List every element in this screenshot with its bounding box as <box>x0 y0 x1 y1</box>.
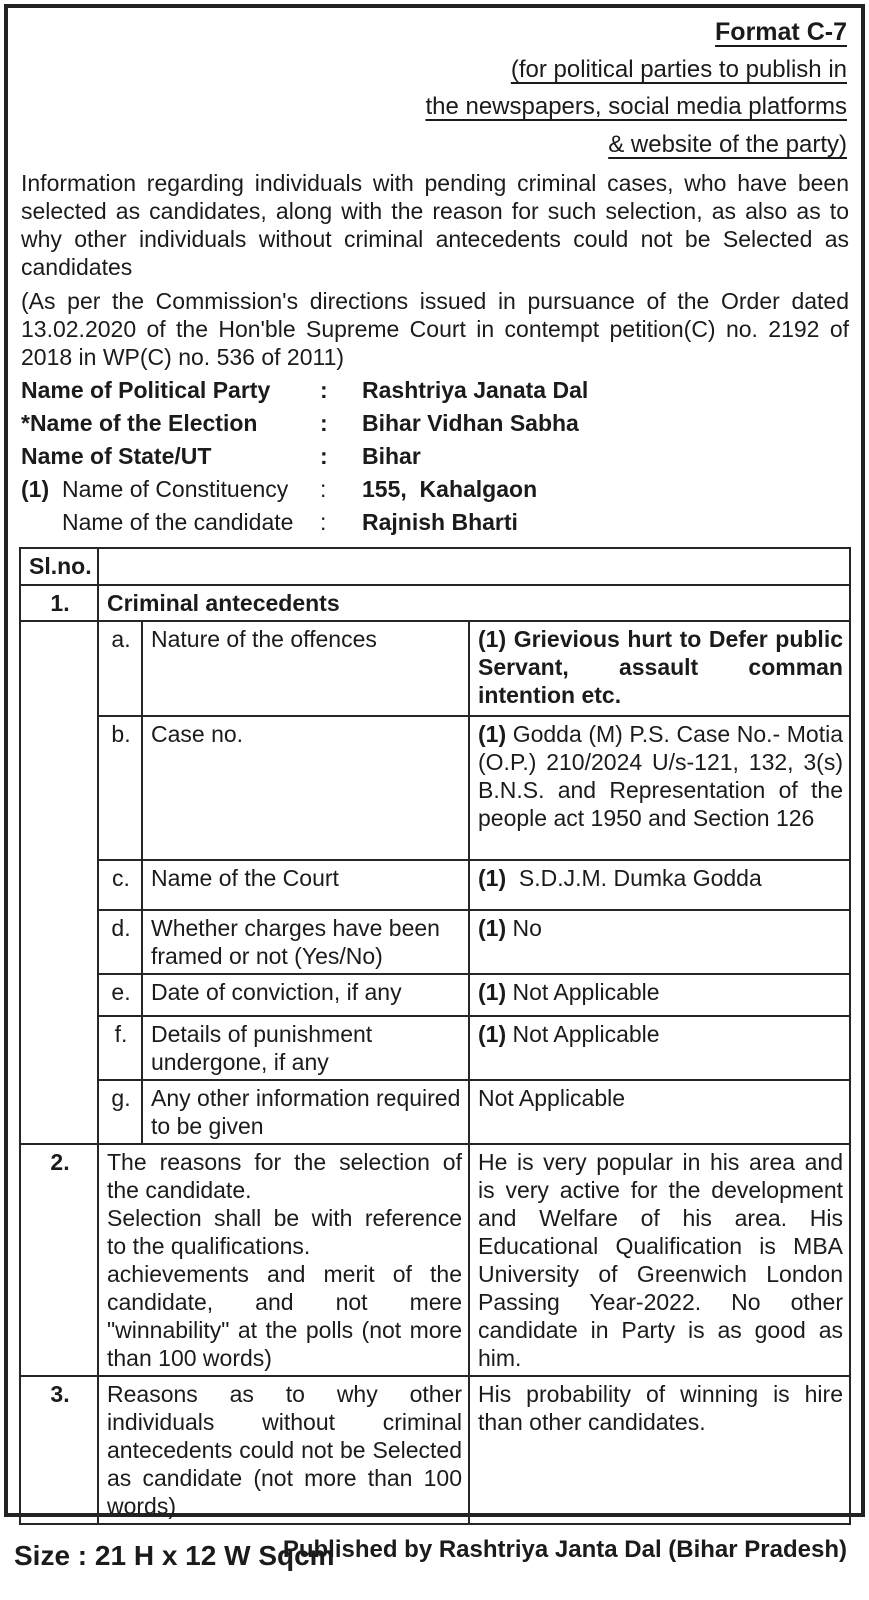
field-colon: : <box>320 476 327 503</box>
row-label: Whether charges have been framed or not (Yes/No) <box>142 910 469 974</box>
value-index: (1) <box>478 865 507 892</box>
value-text: Godda (M) P.S. Case No.- Motia (O.P.) 210/2024 U/s-121, 132, 3(s) B.N.S. and Representation of the people act 1950 and Section 126 <box>478 721 843 832</box>
table-row-f <box>20 1016 850 1080</box>
table-row-a <box>20 621 850 716</box>
published-by: Published by Rashtriya Janta Dal (Bihar Pradesh) <box>282 1536 847 1564</box>
header-subtitle-line-3: & website of the party) <box>608 130 847 158</box>
row-label: Date of conviction, if any <box>142 974 469 1016</box>
value-text: Not Applicable <box>512 979 660 1006</box>
row-number: 1. <box>20 585 98 621</box>
disclosure-table <box>19 547 851 1525</box>
doc-header <box>19 18 849 158</box>
section-title: Criminal antecedents <box>98 585 850 621</box>
row-letter: f. <box>98 1016 142 1080</box>
field-label-text: Name of Constituency <box>62 476 289 503</box>
row-value <box>469 860 850 910</box>
party-fields <box>21 377 849 542</box>
row-label: Case no. <box>142 716 469 860</box>
format-label: Format C-7 <box>715 18 847 46</box>
row-letter: e. <box>98 974 142 1016</box>
field-label <box>21 476 318 503</box>
table-row-b <box>20 716 850 860</box>
field-colon: : <box>320 377 328 404</box>
field-value: Bihar Vidhan Sabha <box>362 410 579 437</box>
order-reference-paragraph: (As per the Commission's directions issued in pursuance of the Order dated 13.02.2020 of the Hon'ble Supreme Court in contempt petition(C) no. 2192 of 2018 in WP(C) no. 536 of 2011) <box>21 288 849 371</box>
field-value: Rajnish Bharti <box>362 509 518 536</box>
table-row-c <box>20 860 850 910</box>
field-value: Bihar <box>362 443 421 470</box>
field-label: Name of Political Party <box>21 377 271 404</box>
field-colon: : <box>320 509 327 536</box>
field-label: Name of State/UT <box>21 443 212 470</box>
header-subtitle-line-2: the newspapers, social media platforms <box>425 93 847 121</box>
field-label: *Name of the Election <box>21 410 258 437</box>
row-number: 2. <box>20 1144 98 1376</box>
table-row-2 <box>20 1144 850 1376</box>
value-text: No <box>512 915 542 942</box>
row-value <box>469 1080 850 1144</box>
row-label: Reasons as to why other individuals without criminal antecedents could not be Selected as candidate (not more than 100 words) <box>98 1376 469 1524</box>
value-text: S.D.J.M. Dumka Godda <box>518 865 762 892</box>
size-note: Size : 21 H x 12 W Sqcm <box>14 1540 335 1571</box>
table-row-3 <box>20 1376 850 1524</box>
field-constituency <box>21 476 849 509</box>
header-subtitle-line-1: (for political parties to publish in <box>510 56 847 83</box>
row-number: 3. <box>20 1376 98 1524</box>
table-row-e <box>20 974 850 1016</box>
field-election-name <box>21 410 849 443</box>
row-value: His probability of winning is hire than other candidates. <box>469 1376 850 1524</box>
row-label: The reasons for the selection of the candidate. Selection shall be with reference to the qualifications. achievements and merit of the candidate, and not mere "winnability" at the polls (not more than 100 words) <box>98 1144 469 1376</box>
intro-paragraph: Information regarding individuals with pending criminal cases, who have been selected as candidates, along with the reason for such selection, as also as to why other individuals without criminal antecedents could not be Selected as candidates <box>21 170 849 281</box>
field-political-party <box>21 377 849 410</box>
field-colon: : <box>320 443 328 470</box>
value-index: (1) <box>478 721 507 748</box>
table-row-d <box>20 910 850 974</box>
row-value <box>469 974 850 1016</box>
row-value <box>469 716 850 860</box>
table-row-header <box>20 548 850 585</box>
row-label: Any other information required to be given <box>142 1080 469 1144</box>
field-value: 155, Kahalgaon <box>362 476 538 503</box>
slno-header-cell: Sl.no. <box>20 548 98 585</box>
row-value: He is very popular in his area and is very active for the development and Welfare of his area. His Educational Qualification is MBA University of Greenwich London Passing Year-2022. No other candidate in Party is as good as him. <box>469 1144 850 1376</box>
value-text: Grievious hurt to Defer public Servant, assault comman intention etc. <box>478 626 843 709</box>
row-letter: b. <box>98 716 142 860</box>
row-label: Name of the Court <box>142 860 469 910</box>
value-text: Not Applicable <box>478 1085 626 1112</box>
row-value <box>469 910 850 974</box>
row-label: Details of punishment undergone, if any <box>142 1016 469 1080</box>
value-index: (1) <box>478 1021 507 1048</box>
slno-span-cell <box>20 621 98 1144</box>
field-candidate-name <box>21 509 849 542</box>
field-state-ut <box>21 443 849 476</box>
value-text: Not Applicable <box>512 1021 660 1048</box>
table-row-section-1 <box>20 585 850 621</box>
row-letter: d. <box>98 910 142 974</box>
row-letter: a. <box>98 621 142 716</box>
field-label: Name of the candidate <box>62 509 294 536</box>
row-label: Nature of the offences <box>142 621 469 716</box>
field-number: (1) <box>21 476 50 503</box>
field-colon: : <box>320 410 328 437</box>
value-index: (1) <box>478 979 507 1006</box>
row-value <box>469 1016 850 1080</box>
row-letter: g. <box>98 1080 142 1144</box>
row-letter: c. <box>98 860 142 910</box>
row-value <box>469 621 850 716</box>
table-row-g <box>20 1080 850 1144</box>
value-index: (1) <box>478 626 507 653</box>
value-index: (1) <box>478 915 507 942</box>
field-value: Rashtriya Janata Dal <box>362 377 589 404</box>
empty-header-cell <box>98 548 850 585</box>
